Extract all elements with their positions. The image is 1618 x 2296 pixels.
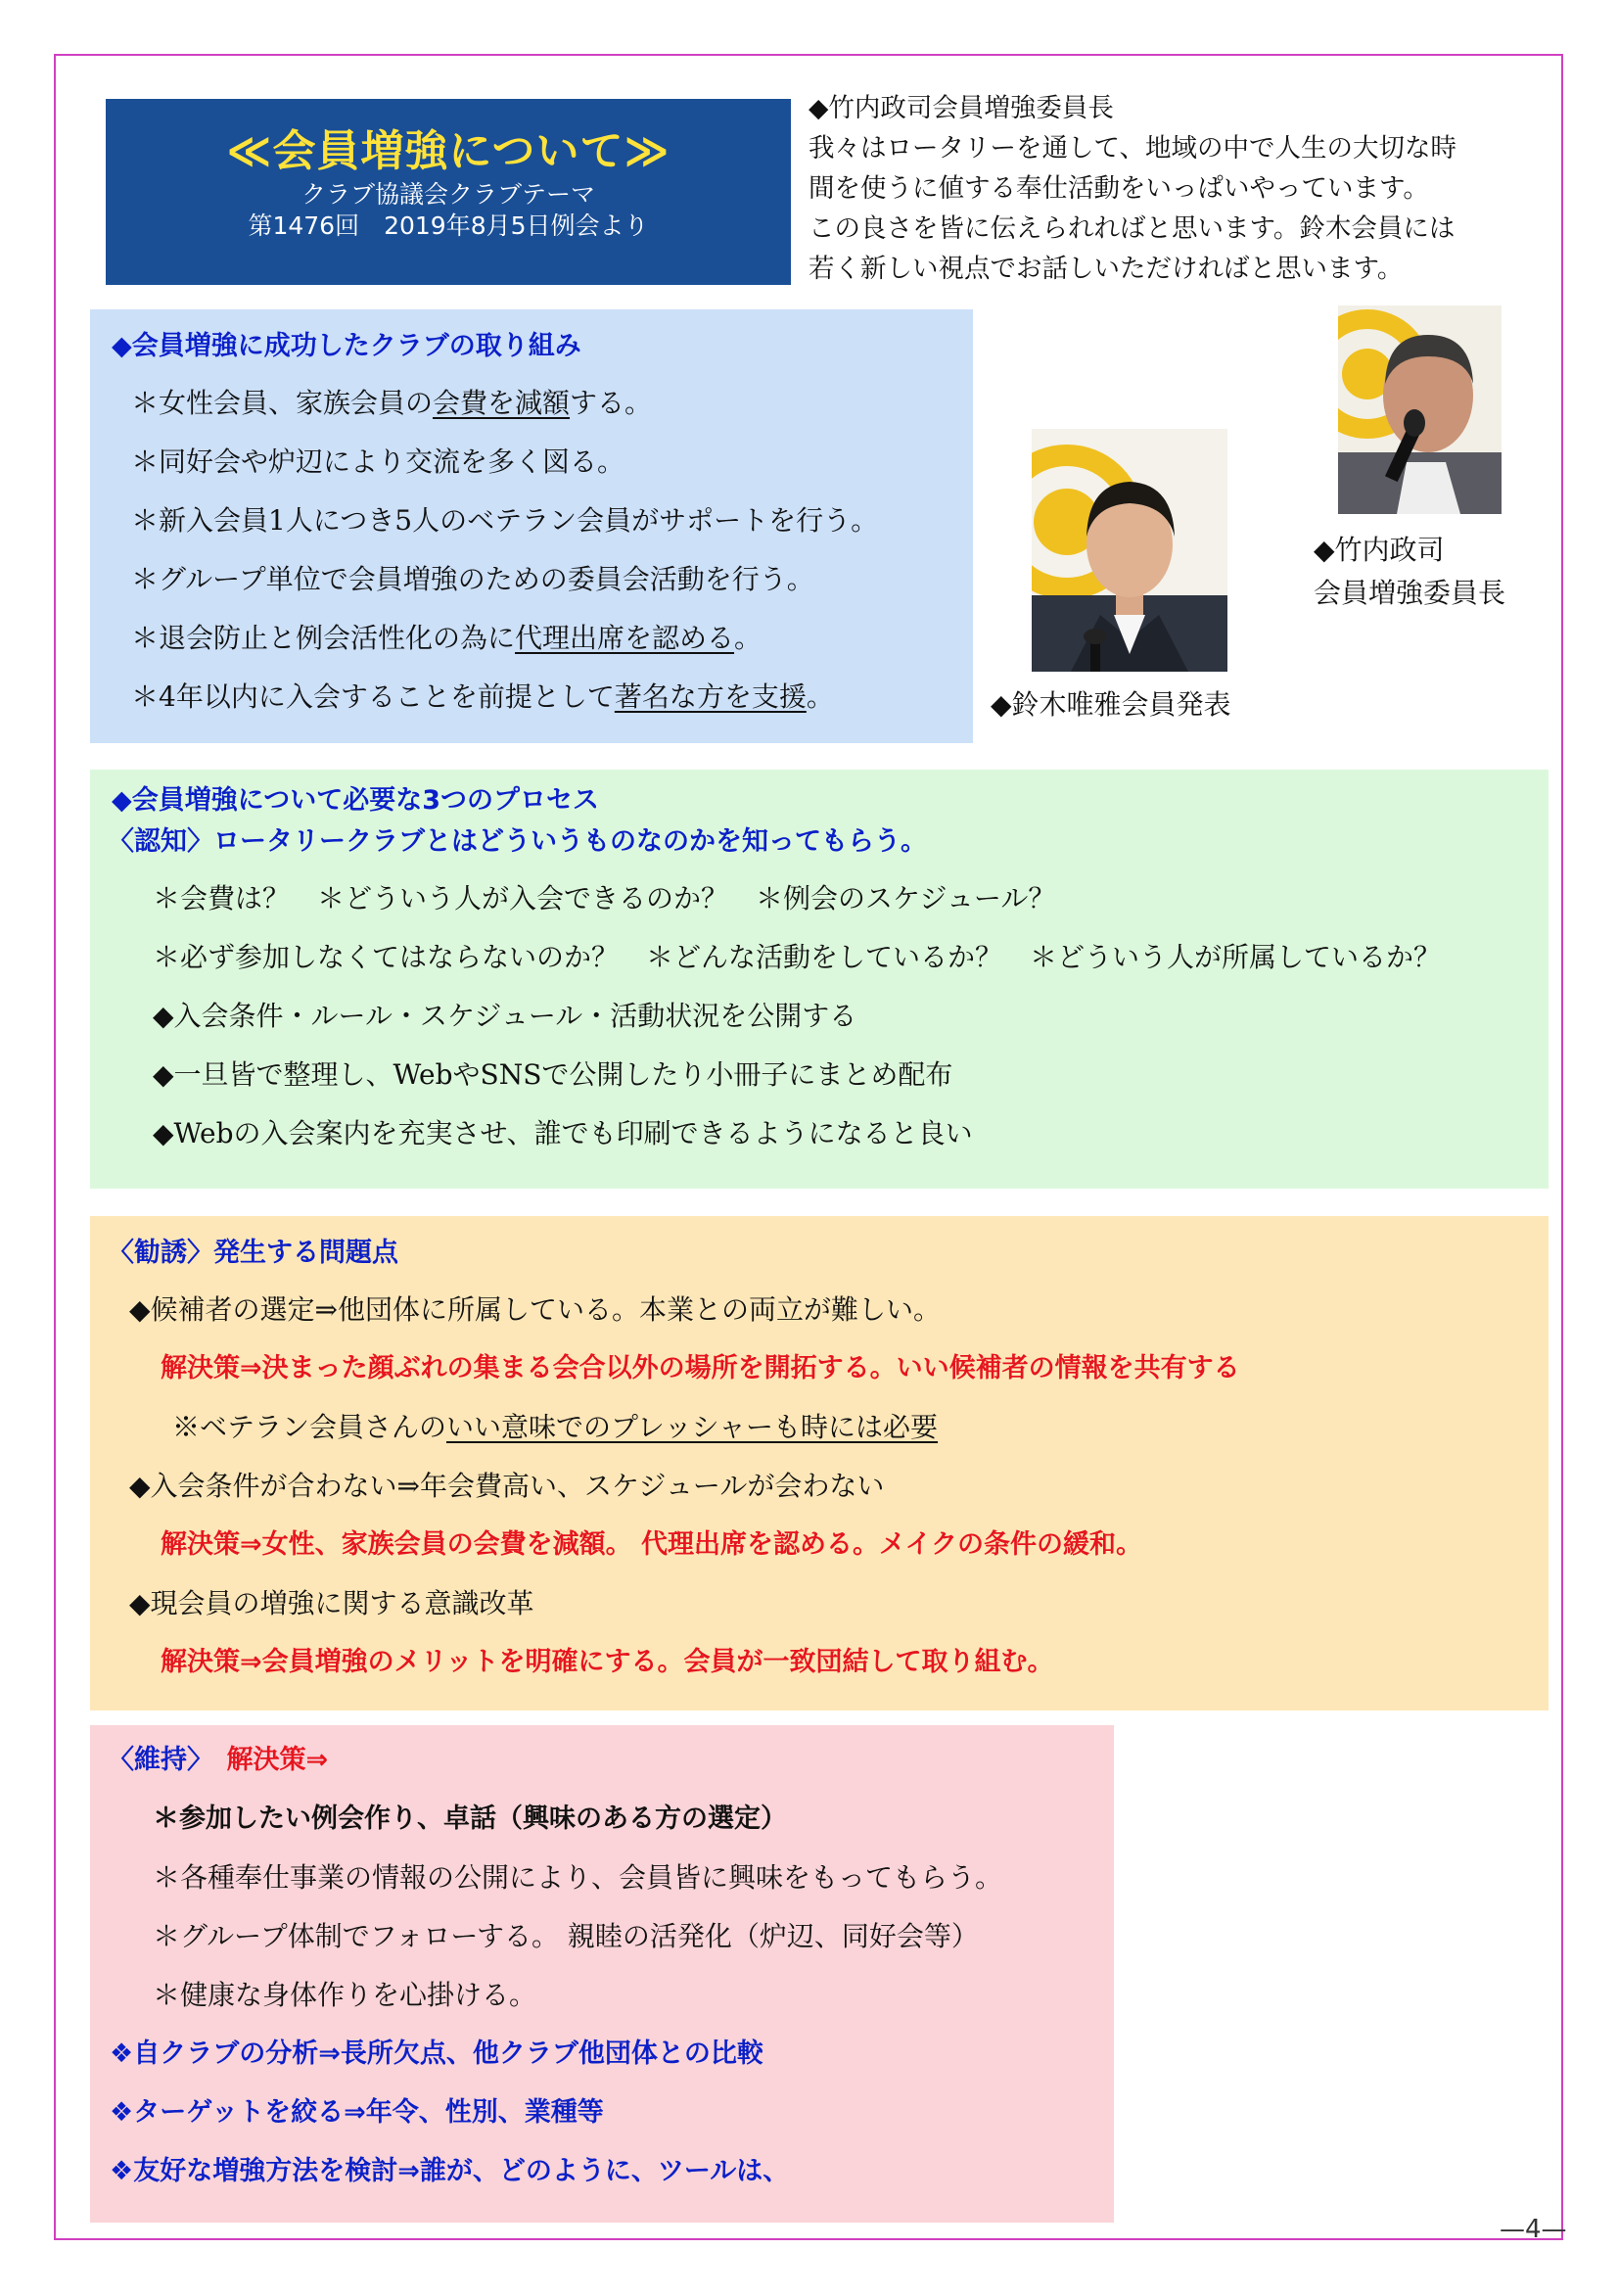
section-three-processes: [90, 770, 1549, 1189]
intro-line: ◆竹内政司会員増強委員長: [809, 93, 1114, 123]
list-item: ◆入会条件・ルール・スケジュール・活動状況を公開する: [153, 1000, 857, 1032]
section-retention: [90, 1725, 1114, 2223]
section-recruitment-issues: [90, 1216, 1549, 1710]
caption-suzuki: ◆鈴木唯雅会員発表: [991, 688, 1231, 721]
solution-item: 解決策⇒決まった顔ぶれの集まる会合以外の場所を開拓する。いい候補者の情報を共有する: [161, 1353, 1240, 1383]
caption-takeuchi-role: 会員増強委員長: [1314, 577, 1506, 609]
list-item: ＊退会防止と例会活性化の為に代理出席を認める。: [131, 622, 763, 654]
caption-takeuchi: ◆竹内政司: [1314, 534, 1445, 566]
list-item: ＊グループ単位で会員増強のための委員会活動を行う。: [131, 563, 814, 595]
list-item: ＊同好会や炉辺により交流を多く図る。: [131, 445, 625, 478]
title-banner: [106, 99, 791, 285]
section-subheading: 〈認知〉ロータリークラブとはどういうものなのかを知ってもらう。: [108, 826, 927, 857]
intro-text: [809, 88, 1552, 289]
title-subtitle: クラブ協議会クラブテーマ: [300, 180, 595, 209]
list-item: ❖友好な増強方法を検討⇒誰が、どのように、ツールは、: [110, 2156, 790, 2186]
list-item: ＊参加したい例会作り、卓話（興味のある方の選定）: [153, 1804, 787, 1834]
intro-line: 間を使うに値する奉仕活動をいっぱいやっています。: [809, 173, 1429, 204]
page-title: ≪会員増強について≫: [226, 126, 670, 176]
intro-line: 若く新しい視点でお話しいただければと思います。: [809, 254, 1404, 284]
list-item: ◆一旦皆で整理し、WebやSNSで公開したり小冊子にまとめ配布: [153, 1058, 953, 1091]
photo-takeuchi: [1338, 305, 1502, 514]
speaker-photo-icon: [1338, 305, 1502, 514]
page-number: —4—: [1500, 2215, 1567, 2244]
section-success-clubs: [90, 309, 973, 743]
list-item: ＊新入会員1人につき5人のベテラン会員がサポートを行う。: [131, 504, 879, 537]
problem-item: ◆入会条件が合わない⇒年会費高い、スケジュールが会わない: [129, 1470, 885, 1502]
list-item: ＊4年以内に入会することを前提として著名な方を支援。: [131, 680, 834, 713]
list-item: ＊会費は？ ＊どういう人が入会できるのか？ ＊例会のスケジュール？: [153, 882, 1056, 914]
section-heading: 〈維持〉 解決策⇒: [108, 1745, 329, 1775]
speaker-photo-icon: [1032, 429, 1227, 672]
problem-item: ◆候補者の選定⇒他団体に所属している。本業との両立が難しい。: [129, 1293, 941, 1326]
list-item: ＊健康な身体作りを心掛ける。: [153, 1979, 537, 2011]
section-heading: ◆会員増強について必要な3つのプロセス: [112, 785, 600, 816]
list-item: ◆Webの入会案内を充実させ、誰でも印刷できるようになると良い: [153, 1117, 973, 1149]
note-item: ※ベテラン会員さんのいい意味でのプレッシャーも時には必要: [172, 1411, 939, 1443]
solution-item: 解決策⇒会員増強のメリットを明確にする。会員が一致団結して取り組む。: [161, 1647, 1054, 1677]
photo-suzuki: [1032, 429, 1227, 672]
title-meeting-info: 第1476回 2019年8月5日例会より: [248, 211, 649, 240]
problem-item: ◆現会員の増強に関する意識改革: [129, 1587, 534, 1619]
list-item: ＊各種奉仕事業の情報の公開により、会員皆に興味をもってもらう。: [153, 1861, 1003, 1894]
section-heading: 〈勧誘〉発生する問題点: [108, 1238, 398, 1268]
intro-line: 我々はロータリーを通して、地域の中で人生の大切な時: [809, 133, 1456, 164]
list-item: ❖ターゲットを絞る⇒年令、性別、業種等: [110, 2097, 604, 2128]
list-item: ＊女性会員、家族会員の会費を減額する。: [131, 387, 653, 419]
intro-line: この良さを皆に伝えられればと思います。鈴木会員には: [809, 213, 1456, 244]
list-item: ❖自クラブの分析⇒長所欠点、他クラブ他団体との比較: [110, 2038, 763, 2069]
solution-item: 解決策⇒女性、家族会員の会費を減額。 代理出席を認める。メイクの条件の緩和。: [161, 1529, 1142, 1560]
list-item: ＊必ず参加しなくてはならないのか？ ＊どんな活動をしているか？ ＊どういう人が所属しているか？: [153, 941, 1442, 973]
list-item: ＊グループ体制でフォローする。 親睦の活発化（炉辺、同好会等）: [153, 1920, 979, 1952]
section-heading: ◆会員増強に成功したクラブの取り組み: [112, 331, 581, 361]
